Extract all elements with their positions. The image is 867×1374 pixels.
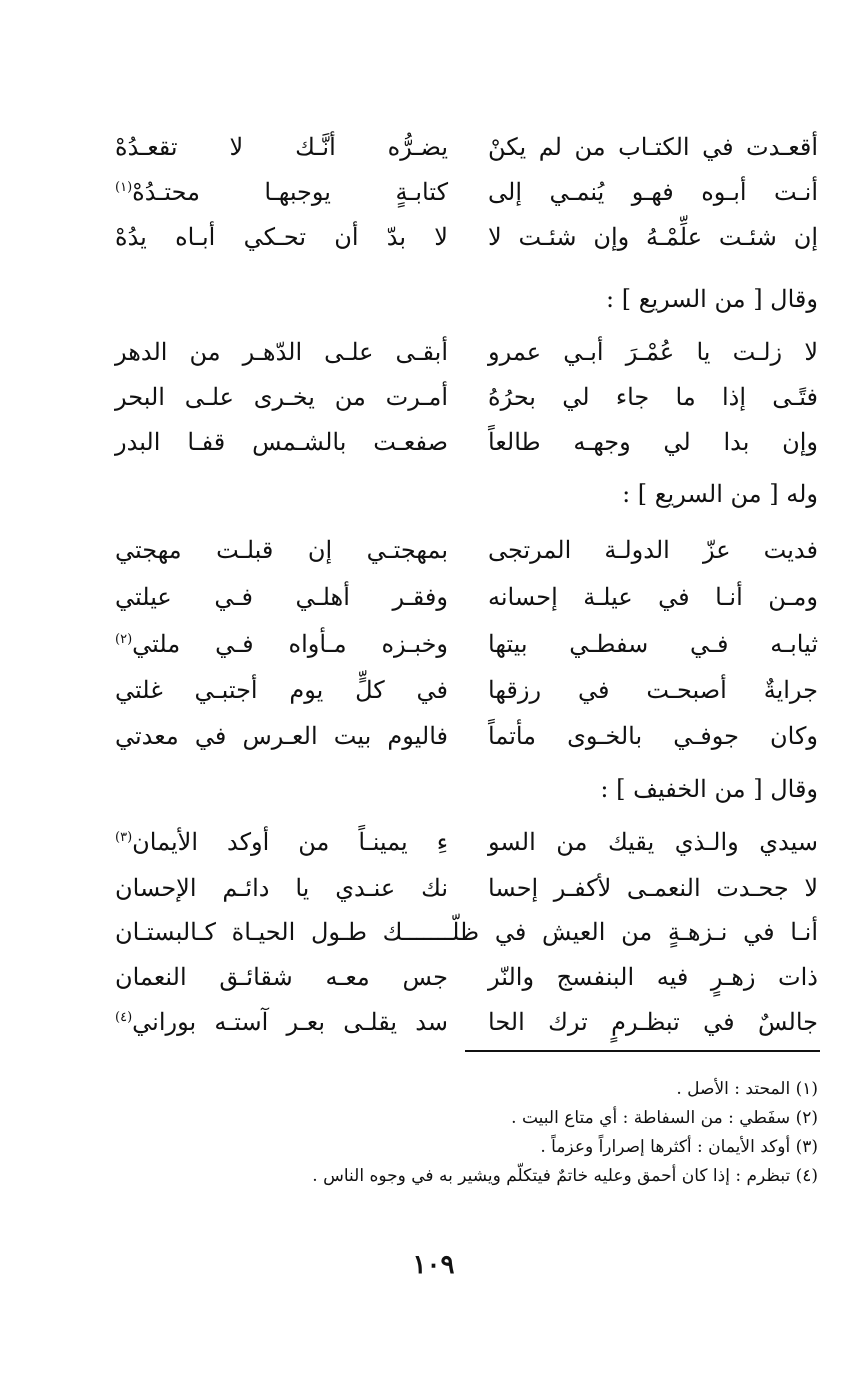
verse-first-hemistich: إن شئـت علِّمْـهُ وإن شئـت لا xyxy=(488,223,818,251)
verse-first-hemistich: لا زلـت يا عُمْـرَ أبـي عمرو xyxy=(488,338,818,366)
verse-first-hemistich: ومـن أنـا في عيلـة إحسانه xyxy=(488,583,818,611)
footnotes xyxy=(115,1075,818,1191)
verse-second-hemistich: كتابـةٍ يوجبهـا محتـدُهْ$^{(١)}$ xyxy=(115,178,448,206)
verse-second-hemistich: أبقـى علـى الدّهـر من الدهر xyxy=(115,338,448,366)
verse-second-hemistich: صفعـت بالشـمس قفـا البدر xyxy=(115,428,448,456)
verse-line-joined xyxy=(115,910,818,954)
verse-second-hemistich: يضـرُّه أنَّـك لا تقعـدُهْ xyxy=(115,133,448,161)
verse-second-hemistich: أمـرت من يخـرى علـى البحر xyxy=(115,383,448,411)
verse-line xyxy=(115,955,818,999)
poem-heading: وقال [ من الخفيف ] : xyxy=(600,775,818,803)
footnote: (٤) تبظرم : إذا كان أحمق وعليه خاتمٌ فيتكلّم ويشير به في وجوه الناس . xyxy=(312,1166,818,1186)
footnote-marker: (٤) xyxy=(115,1010,133,1025)
verse-line xyxy=(115,820,818,864)
verse-second-hemistich: في كلٍّ يوم أجتبـي غلتي xyxy=(115,676,448,704)
verse-first-hemistich: أنـت أبـوه فهـو يُنمـي إلى xyxy=(488,178,818,206)
footnote-separator xyxy=(465,1050,820,1052)
verse-line xyxy=(115,575,818,619)
verse-first-hemistich: جالسٌ في تبظـرمٍ ترك الحا xyxy=(488,1008,818,1036)
verse-second-hemistich: وفقـر أهلـي فـي عيلتي xyxy=(115,583,448,611)
verse-line xyxy=(115,215,818,259)
footnote-marker: (٢) xyxy=(115,632,133,647)
verse-first-hemistich: جرايةٌ أصبحـت في رزقها xyxy=(488,676,818,704)
page-number: ١٠٩ xyxy=(412,1250,455,1280)
verse-line xyxy=(115,330,818,374)
verse-line xyxy=(115,622,818,666)
verse-line xyxy=(115,420,818,464)
verse-first-hemistich: أقعـدت في الكتـاب من لم يكنْ xyxy=(488,133,818,161)
verse-first-hemistich: لا جحـدت النعمـى لأكفـر إحسا xyxy=(488,874,818,902)
verse-first-hemistich: فديت عزّ الدولـة المرتجى xyxy=(488,536,818,564)
verse-first-hemistich: سيدي والـذي يقيك من السو xyxy=(488,828,818,856)
verse-first-hemistich: وإن بدا لي وجهـه طالعاً xyxy=(488,428,818,456)
verse-second-hemistich: فاليوم بيت العـرس في معدتي xyxy=(115,722,448,750)
verse-line xyxy=(115,1000,818,1044)
verse-first-hemistich: فتًـى إذا ما جاء لي بحرُهُ xyxy=(488,383,818,411)
footnote-marker: (١) xyxy=(115,180,133,195)
verse-joined-text: أنـا في نـزهـةٍ من العيش في ظلّـــــــك طـول الحيـاة كـالبستـان xyxy=(115,918,819,946)
verse-second-hemistich: لا بدّ أن تحـكي أبـاه يدُهْ xyxy=(115,223,448,251)
verse-first-hemistich: وكان جوفـي بالخـوى مأتماً xyxy=(488,722,818,750)
verse-line xyxy=(115,714,818,758)
verse-second-hemistich: نك عنـدي يا دائـم الإحسان xyxy=(115,874,448,902)
poem-heading: وله [ من السريع ] : xyxy=(622,480,818,508)
verse-line xyxy=(115,375,818,419)
verse-line xyxy=(115,668,818,712)
verse-line xyxy=(115,170,818,214)
footnote: (١) المحتد : الأصل . xyxy=(676,1079,818,1099)
verse-second-hemistich: وخبـزه مـأواه فـي ملتي$^{(٢)}$ xyxy=(115,630,448,658)
footnote: (٣) أوكد الأيمان : أكثرها إصراراً وعزماً . xyxy=(540,1137,818,1157)
verse-second-hemistich: جس معـه شقائـق النعمان xyxy=(115,963,448,991)
verse-first-hemistich: ذات زهـرٍ فيه البنفسج والنّر xyxy=(488,963,818,991)
verse-line xyxy=(115,125,818,169)
verse-line xyxy=(115,528,818,572)
footnote-marker: (٣) xyxy=(115,830,133,845)
poem-heading: وقال [ من السريع ] : xyxy=(606,285,818,313)
verse-first-hemistich: ثيابـه فـي سفطـي بيتها xyxy=(488,630,818,658)
verse-line xyxy=(115,866,818,910)
footnote: (٢) سفَطي : من السفاطة : أي متاع البيت . xyxy=(511,1108,818,1128)
verse-second-hemistich: بمهجتـي إن قبلـت مهجتي xyxy=(115,536,448,564)
verse-second-hemistich: سد يقلـى بعـر آستـه بوراني$^{(٤)}$ xyxy=(115,1008,448,1036)
verse-second-hemistich: ءِ يمينـاً من أوكد الأيمان$^{(٣)}$ xyxy=(115,828,448,856)
